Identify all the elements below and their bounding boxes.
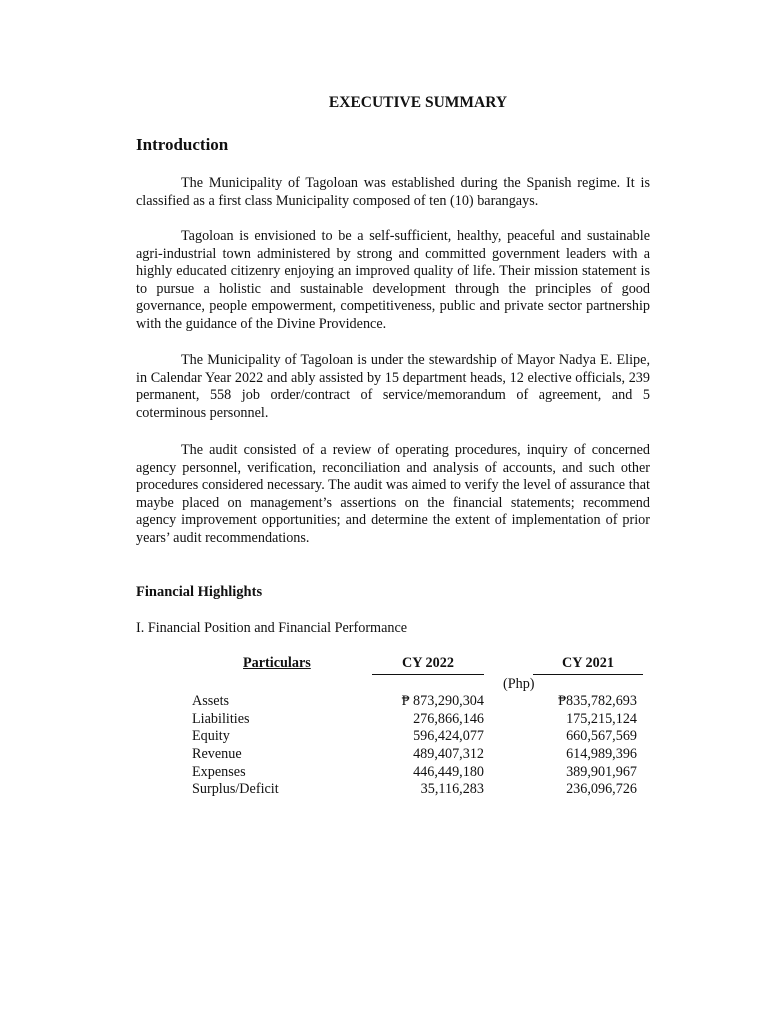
introduction-heading: Introduction [136,135,229,154]
cy2022-value: ₱ 873,290,304 [401,693,484,709]
column-header-cy2021: CY 2021 [533,655,643,675]
row-label: Expenses [192,763,246,780]
cy2021-value: 236,096,726 [566,781,637,798]
financial-highlights-heading: Financial Highlights [136,584,263,600]
intro-paragraph-4: The audit consisted of a review of operating procedures, inquiry of concerned agency personnel, verification, reconciliation and analysis of accounts, and such other procedures considered necessary. The audit was aimed to verify the level of assurance that maybe placed on management’s assertions on the financial statements; recommend agency improvement opportunities; and determine the extent of implementation of prior years’ audit recommendations. [136,442,650,546]
intro-paragraph-3: The Municipality of Tagoloan is under the stewardship of Mayor Nadya E. Elipe, in Calendar Year 2022 and ably assisted by 15 department heads, 12 elective officials, 239 permanent, 558 job order/contract of service/memorandum of agreement, and 5 coterminous personnel. [136,352,650,421]
row-label: Equity [192,728,230,745]
table-row [0,711,768,729]
page-title: EXECUTIVE SUMMARY [328,94,508,111]
table-row [0,781,768,799]
table-row [0,728,768,746]
column-header-cy2022: CY 2022 [372,655,484,675]
row-label: Assets [192,693,230,709]
row-label: Surplus/Deficit [192,781,279,798]
table-row [0,764,768,782]
row-label: Liabilities [192,710,250,727]
table-row [0,746,768,764]
intro-paragraph-2: Tagoloan is envisioned to be a self-sufficient, healthy, peaceful and sustainable agri-industrial town administered by strong and committed government leaders with a highly educated citizenry enjoying an improved quality of life. Their mission statement is to pursue a holistic and sustainable development through the principles of good governance, people empowerment, competitiveness, public and private sector partnership with the guidance of the Divine Providence. [136,228,650,332]
table-row [0,693,768,711]
cy2021-value: 614,989,396 [566,746,637,763]
intro-paragraph-1: The Municipality of Tagoloan was established during the Spanish regime. It is classified as a first class Municipality composed of ten (10) barangays. [136,175,650,209]
financial-position-subheading: I. Financial Position and Financial Performance [136,620,408,636]
cy2022-value: 446,449,180 [413,763,484,780]
column-header-particulars: Particulars [243,655,311,671]
cy2022-value: 596,424,077 [413,728,484,745]
cy2022-value: 489,407,312 [413,746,484,763]
cy2021-value: ₱835,782,693 [558,693,637,709]
currency-unit-label: (Php) [503,676,535,692]
cy2022-value: 35,116,283 [420,781,484,798]
row-label: Revenue [192,746,242,763]
cy2021-value: 389,901,967 [566,763,637,780]
cy2022-value: 276,866,146 [413,710,484,727]
cy2021-value: 175,215,124 [566,710,637,727]
table-body [0,693,768,799]
cy2021-value: 660,567,569 [566,728,637,745]
